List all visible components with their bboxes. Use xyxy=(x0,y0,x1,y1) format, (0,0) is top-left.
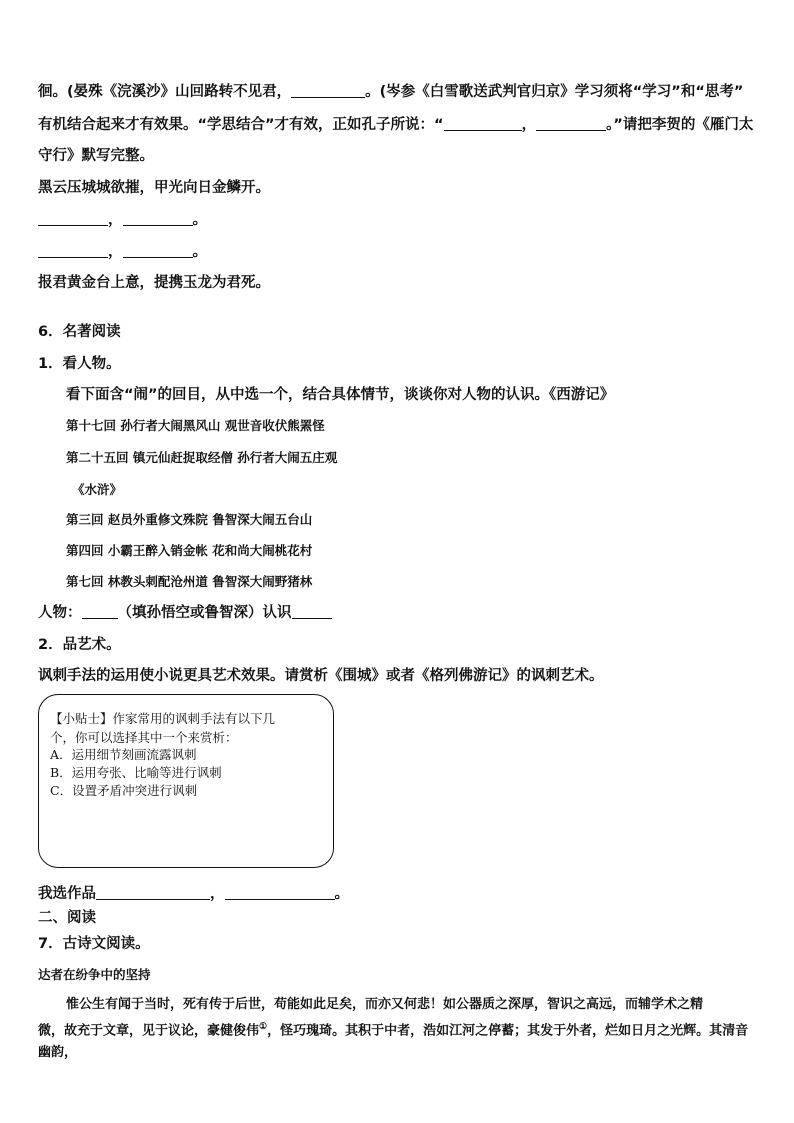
sub-question-1-intro: 看下面含“闹”的回目，从中选一个，结合具体情节，谈谈你对人物的认识。《西游记》 xyxy=(66,387,615,403)
text: ， xyxy=(210,886,225,902)
poem-blank-line-2 xyxy=(38,242,207,262)
fill-blank[interactable] xyxy=(123,243,193,258)
text: 惟公生有闻于当时，死有传于后世，苟能如此足矣，而亦又何悲！如公器质之深厚，智识之高远，而辅学术之精 xyxy=(66,997,704,1012)
fill-blank[interactable] xyxy=(38,243,108,258)
tip-option-a: A．运用细节刻画流露讽刺 xyxy=(50,747,197,762)
chapter-title: 第四回 小霸王醉入销金帐 花和尚大闹桃花村 xyxy=(66,543,313,558)
fill-blank[interactable] xyxy=(38,211,108,226)
book-title: 《水浒》 xyxy=(72,482,123,497)
text-line-2 xyxy=(38,115,753,135)
fill-blank[interactable] xyxy=(291,83,365,98)
text: 有机结合起来才有效果。“学思结合”才有效，正如孔子所说：“ xyxy=(38,117,444,133)
text: 。 xyxy=(192,212,207,228)
text-line-1 xyxy=(38,82,743,102)
chapter-title: 第二十五回 镇元仙赶捉取经僧 孙行者大闹五庄观 xyxy=(66,450,338,465)
tip-text: 【小贴士】作家常用的讽刺手法有以下几 xyxy=(50,711,276,726)
text: ，怪巧瑰琦。其积于中者，浩如江河之停蓄；其发于外者，烂如日月之光辉。其清音幽韵， xyxy=(38,1023,749,1061)
fill-blank[interactable] xyxy=(225,885,335,900)
chapter-title: 第七回 林教头刺配沧州道 鲁智深大闹野猪林 xyxy=(66,574,313,589)
text: 。”请把李贺的《雁门太 xyxy=(606,117,754,133)
text: 我选作品 xyxy=(38,886,96,902)
text: 。(岑参《白雪歌送武判官归京》学习须将“学习”和“思考” xyxy=(365,84,744,100)
sub-question-2-intro: 讽刺手法的运用使小说更具艺术效果。请赏析《围城》或者《格列佛游记》的讽刺艺术。 xyxy=(38,668,604,684)
question-7-title: 7．古诗文阅读。 xyxy=(38,936,150,952)
footnote-marker: ① xyxy=(259,1022,268,1032)
text: 徊。(晏殊《浣溪沙》山回路转不见君， xyxy=(38,84,292,100)
chapter-title: 第十七回 孙行者大闹黑风山 观世音收伏熊罴怪 xyxy=(66,418,325,433)
fill-blank[interactable] xyxy=(536,116,606,131)
text-line-3: 守行》默写完整。 xyxy=(38,148,154,164)
text: ， xyxy=(521,117,537,133)
text: 人物： xyxy=(38,605,82,621)
sub-question-2: 2．品艺术。 xyxy=(38,637,121,653)
text: ， xyxy=(108,244,123,260)
answer-line-character xyxy=(38,603,332,623)
section-title: 二、阅读 xyxy=(38,910,96,926)
text: 微，故充于文章，见于议论，豪健俊伟 xyxy=(38,1023,260,1039)
text: ， xyxy=(108,212,123,228)
poem-line-1: 黑云压城城欲摧，甲光向日金鳞开。 xyxy=(38,180,270,196)
fill-blank[interactable] xyxy=(96,885,210,900)
fill-blank[interactable] xyxy=(82,604,118,619)
passage-paragraph xyxy=(38,994,754,1064)
sub-question-1: 1．看人物。 xyxy=(38,356,121,372)
text: 。 xyxy=(192,244,207,260)
poem-blank-line-1 xyxy=(38,210,207,230)
tip-option-c: C．设置矛盾冲突进行讽刺 xyxy=(50,783,198,798)
fill-blank[interactable] xyxy=(123,211,193,226)
passage-title: 达者在纷争中的坚持 xyxy=(38,967,151,982)
text: 。 xyxy=(334,886,349,902)
fill-blank[interactable] xyxy=(292,604,332,619)
text: （填孙悟空或鲁智深）认识 xyxy=(117,605,292,621)
chapter-title: 第三回 赵员外重修文殊院 鲁智深大闹五台山 xyxy=(66,512,313,527)
answer-line-work xyxy=(38,884,349,904)
tip-option-b: B．运用夸张、比喻等进行讽刺 xyxy=(50,765,222,780)
tip-text: 个，你可以选择其中一个来赏析： xyxy=(50,730,238,745)
fill-blank[interactable] xyxy=(444,116,522,131)
question-6-title: 6．名著阅读 xyxy=(38,324,121,340)
poem-line-4: 报君黄金台上意，提携玉龙为君死。 xyxy=(38,275,270,291)
